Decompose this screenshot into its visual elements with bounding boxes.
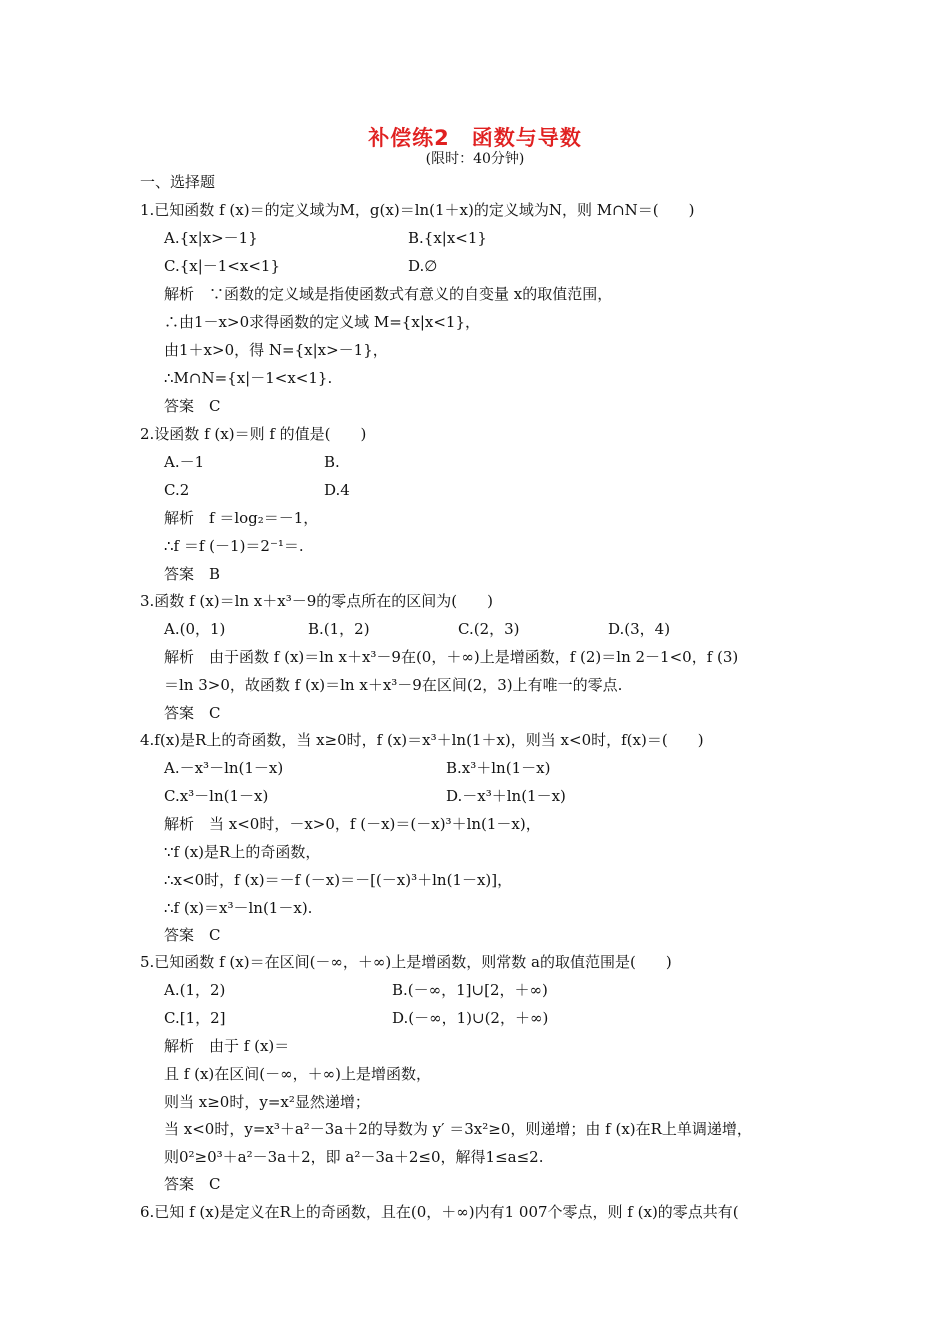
q1-analysis-line: 由1＋x>0，得 N={x|x>－1}，: [164, 341, 388, 359]
q2-stem: 2.设函数 f (x)＝则 f 的值是( ): [140, 425, 367, 443]
q4-option-d: D.－x³＋ln(1－x): [446, 787, 566, 805]
q3-analysis-line: 解析 由于函数 f (x)＝ln x＋x³－9在(0，＋∞)上是增函数，f (2)＝ln 2－1<0，f (3): [164, 648, 739, 666]
q3-analysis-line: ＝ln 3>0，故函数 f (x)＝ln x＋x³－9在区间(2，3)上有唯一的零点.: [164, 676, 623, 694]
page-title: 补偿练2 函数与导数: [368, 126, 582, 150]
section-heading: 一、选择题: [140, 173, 216, 191]
q2-option-b: B.: [324, 453, 340, 471]
q4-analysis-line: 解析 当 x<0时，－x>0，f (－x)＝(－x)³＋ln(1－x)，: [164, 815, 541, 833]
q5-analysis-line: 当 x<0时，y=x³＋a²－3a＋2的导数为 y′ ＝3x²≥0，则递增；由 f (x)在R上单调递增，: [164, 1120, 752, 1138]
q4-stem: 4.f(x)是R上的奇函数，当 x≥0时，f (x)＝x³＋ln(1＋x)，则当 x<0时，f(x)＝( ): [140, 731, 704, 749]
q2-option-c: C.2: [164, 481, 190, 499]
q5-analysis-line: 且 f (x)在区间(－∞，＋∞)上是增函数，: [164, 1065, 431, 1083]
q3-option-d: D.(3，4): [608, 620, 671, 638]
q5-option-d: D.(－∞，1)∪(2，＋∞): [392, 1009, 549, 1027]
q1-stem: 1.已知函数 f (x)＝的定义域为M，g(x)＝ln(1＋x)的定义域为N，则 M∩N＝( ): [140, 201, 695, 219]
q3-option-c: C.(2，3): [458, 620, 520, 638]
q5-stem: 5.已知函数 f (x)＝在区间(－∞，＋∞)上是增函数，则常数 a的取值范围是( ): [140, 953, 672, 971]
q5-option-a: A.(1，2): [164, 981, 226, 999]
q1-analysis-line: ∴M∩N={x|－1<x<1}.: [164, 369, 333, 387]
q6-stem: 6.已知 f (x)是定义在R上的奇函数，且在(0，＋∞)内有1 007个零点，则 f (x)的零点共有(: [140, 1203, 739, 1221]
q1-option-b: B.{x|x<1}: [408, 229, 487, 247]
q5-analysis-line: 则0²≥0³＋a²－3a＋2，即 a²－3a＋2≤0，解得1≤a≤2.: [164, 1148, 544, 1166]
q5-analysis-line: 解析 由于 f (x)＝: [164, 1037, 290, 1055]
q2-analysis-line: 解析 f ＝log₂＝－1，: [164, 509, 319, 527]
q1-analysis-line: 解析 ∵函数的定义域是指使函数式有意义的自变量 x的取值范围，: [164, 285, 613, 303]
q4-analysis-line: ∵f (x)是R上的奇函数，: [164, 843, 321, 861]
q2-analysis-line: ∴f ＝f (－1)＝2⁻¹＝.: [164, 537, 304, 555]
q5-answer: 答案 C: [164, 1175, 221, 1193]
q1-analysis-line: ∴由1－x>0求得函数的定义域 M={x|x<1}，: [164, 313, 480, 331]
q3-option-b: B.(1，2): [308, 620, 370, 638]
q4-option-a: A.－x³－ln(1－x): [164, 759, 284, 777]
q2-answer: 答案 B: [164, 565, 221, 583]
q5-analysis-line: 则当 x≥0时，y=x²显然递增；: [164, 1093, 370, 1111]
q4-option-c: C.x³－ln(1－x): [164, 787, 269, 805]
q4-answer: 答案 C: [164, 926, 221, 944]
q1-answer: 答案 C: [164, 397, 221, 415]
q3-stem: 3.函数 f (x)＝ln x＋x³－9的零点所在的区间为( ): [140, 592, 493, 610]
time-limit: (限时：40分钟): [425, 151, 525, 167]
q5-option-b: B.(－∞，1]∪[2，＋∞): [392, 981, 548, 999]
q2-option-a: A.－1: [164, 453, 205, 471]
q1-option-a: A.{x|x>－1}: [164, 229, 258, 247]
q1-option-d: D.∅: [408, 257, 438, 275]
q3-answer: 答案 C: [164, 704, 221, 722]
q5-option-c: C.[1，2]: [164, 1009, 226, 1027]
q4-analysis-line: ∴x<0时，f (x)＝－f (－x)＝－[(－x)³＋ln(1－x)]，: [164, 871, 513, 889]
q4-option-b: B.x³＋ln(1－x): [446, 759, 551, 777]
q3-option-a: A.(0，1): [164, 620, 226, 638]
q2-option-d: D.4: [324, 481, 350, 499]
q1-option-c: C.{x|－1<x<1}: [164, 257, 280, 275]
q4-analysis-line: ∴f (x)＝x³－ln(1－x).: [164, 899, 313, 917]
